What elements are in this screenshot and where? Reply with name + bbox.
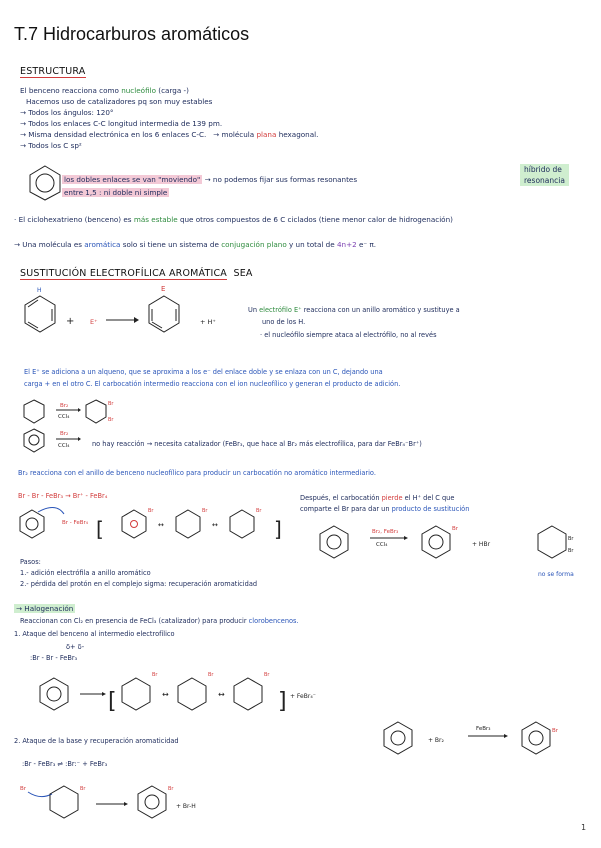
paso-2: 2.- pérdida del protón en el complejo sigma: recuperación aromaticidad [20, 580, 258, 588]
estructura-line-3: → Todos los ángulos: 120° [20, 108, 114, 117]
text: nucleófilo [121, 86, 156, 95]
text: · El ciclohexatrieno (benceno) es [14, 215, 134, 224]
text: Un [248, 306, 260, 314]
text: SUSTITUCIÓN ELECTROFÍLICA AROMÁTICA [20, 268, 228, 279]
after-text-2 [300, 505, 469, 514]
br-label: Br [152, 672, 158, 678]
hybrid-label-2: resonancia [520, 175, 569, 186]
text: hexagonal. [276, 130, 319, 139]
no-reaction-text: no hay reacción → necesita catalizador (FeBr₃, que hace al Br₂ más electrofílica, para dar FeBr₄⁻Br⁺) [92, 440, 422, 448]
halogenacion-step-2: 2. Ataque de la base y recuperación aromaticidad [14, 737, 179, 745]
hybrid-box [520, 164, 569, 186]
halogenacion-eq-1: :Br - Br - FeBr₃ [30, 654, 78, 662]
sea-paragraph-1: El E⁺ se adiciona a un alqueno, que se aproxima a los e⁻ del enlace doble y se enlaza con un C, dejando una [24, 368, 383, 376]
ccl4-label: CCl₄ [58, 443, 70, 449]
br-label: Br [80, 786, 86, 792]
resonance-box-line-1 [62, 175, 357, 184]
sigma-complex-mechanism [16, 502, 296, 554]
text: entre 1,5 : ni doble ni simple [64, 188, 168, 197]
text: aromática [84, 240, 121, 249]
sea-def-2: uno de los H. [262, 318, 306, 326]
sea-def-3: · el nucleófilo siempre ataca al electrófilo, no al revés [260, 331, 437, 339]
br-label: Br [208, 672, 214, 678]
text: el H⁺ del C que [402, 494, 455, 502]
deprotonation-step [18, 776, 218, 832]
estructura-line-8 [14, 240, 376, 249]
text: reacciona con un anillo aromático y sustituye a [301, 306, 460, 314]
hybrid-label-1: híbrido de [520, 164, 569, 175]
pasos-heading: Pasos: [20, 558, 41, 566]
ccl4-label: CCl₄ [58, 414, 70, 420]
br-label: Br [202, 508, 208, 514]
text: Reaccionan con Cl₂ en presencia de FeCl₃ (catalizador) para producir [20, 617, 249, 625]
plus-hbr: + Br-H [176, 803, 196, 810]
plus-febr4: + FeBr₄⁻ [290, 693, 316, 700]
halogenation-sigma-complex [24, 664, 344, 734]
text: → Misma densidad electrónica en los 6 enlaces C-C. [20, 130, 207, 139]
text: El benceno reacciona como [20, 86, 122, 95]
text: que otros compuestos de 6 C ciclados (tiene menor calor de hidrogenación) [177, 215, 453, 224]
br-label: Br [452, 526, 459, 532]
br-label: Br [568, 536, 574, 542]
sea-heading [20, 268, 253, 279]
plus-sign: + [66, 316, 75, 327]
text: → Una molécula es [14, 240, 85, 249]
bromination-overall [312, 516, 597, 580]
br2-label: Br₂ [60, 431, 69, 437]
estructura-heading: ESTRUCTURA [20, 66, 86, 77]
plus-h-label: + H⁺ [200, 318, 216, 326]
text: → no podemos fijar sus formas resonantes [204, 175, 358, 184]
text: → molécula [213, 130, 257, 139]
estructura-line-5 [20, 130, 318, 139]
estructura-line-7 [14, 215, 453, 224]
label-e: E [161, 285, 166, 293]
estructura-line-2: Hacemos uso de catalizadores pq son muy estables [26, 97, 213, 106]
text: SEA [233, 268, 253, 279]
text: 4n+2 [336, 240, 357, 249]
label-h: H [37, 287, 42, 294]
br-feb-label: Br - FeBr₄ [62, 520, 89, 526]
resonance-arrow: ↔ [162, 690, 169, 699]
bracket-open: [ [108, 689, 117, 714]
text: más estable [133, 215, 178, 224]
bracket-open: [ [96, 517, 104, 541]
halogenacion-line-1 [20, 617, 299, 626]
plus-hbr: + HBr [472, 541, 491, 548]
partial-charges: δ+ δ- [66, 643, 85, 651]
halogenation-overall [378, 708, 588, 772]
after-text-1 [300, 494, 454, 503]
text: pierde [381, 494, 403, 502]
catalyst-label: FeBr₃ [476, 726, 491, 732]
text: solo si tiene un sistema de [120, 240, 222, 249]
text: conjugación plano [221, 240, 287, 249]
br-label: Br [256, 508, 262, 514]
text: clorobencenos. [248, 617, 299, 625]
reagents-label: Br₂, FeBr₃ [372, 529, 399, 535]
estructura-line-4: → Todos los enlaces C-C longitud intermedia de 139 pm. [20, 119, 223, 128]
text: plana [256, 130, 277, 139]
estructura-line-6: → Todos los C sp² [20, 141, 82, 150]
text: Después, el carbocatión [300, 494, 382, 502]
estructura-line-1 [20, 86, 189, 95]
electrophile-label: E⁺ [90, 318, 98, 326]
br-label: Br [108, 401, 114, 407]
resonance-arrow: ↔ [218, 690, 225, 699]
text: y un total de [286, 240, 337, 249]
halogenacion-heading [14, 604, 75, 613]
page-number: 1 [581, 823, 587, 832]
mechanism-top: Br - Br - FeBr₃ → Br⁺ - FeBr₄ [18, 492, 108, 500]
br-label: Br [264, 672, 270, 678]
bracket-close: ] [274, 517, 282, 541]
page-title: T.7 Hidrocarburos aromáticos [14, 24, 250, 44]
br2-reacts-text: Br₂ reacciona con el anillo de benceno nucleofílico para producir un carbocatión no aromático intermediario. [18, 469, 376, 477]
text: e⁻ π. [356, 240, 377, 249]
text: producto de sustitución [391, 505, 470, 513]
paso-1: 1.- adición electrófila a anillo aromático [20, 569, 151, 577]
text: los dobles enlaces se van "moviendo" [64, 175, 201, 184]
reagent-br2: + Br₂ [428, 737, 444, 744]
br-label: Br [20, 786, 27, 792]
halogenacion-eq-2: :Br - FeBr₃ ⇌ :Br:⁻ + FeBr₃ [22, 760, 108, 768]
resonance-arrow: ↔ [158, 521, 164, 529]
benzene-ring-structure [26, 164, 64, 202]
text: (carga -) [156, 86, 189, 95]
sea-def-1 [248, 306, 460, 315]
br-label: Br [568, 548, 574, 554]
br-label: Br [552, 728, 559, 734]
text: → Halogenación [16, 604, 74, 613]
sea-paragraph-2: carga + en el otro C. El carbocatión intermedio reacciona con el ion nucleofílico y generan el producto de adición. [24, 380, 401, 388]
solvent-label: CCl₄ [376, 542, 388, 548]
br-label: Br [148, 508, 154, 514]
br-label: Br [108, 417, 114, 423]
halogenacion-step-1: 1. Ataque del benceno al intermedio electrofílico [14, 630, 175, 638]
not-formed-label: no se forma [538, 571, 574, 578]
sea-general-reaction [10, 282, 250, 352]
resonance-arrow: ↔ [212, 521, 218, 529]
bracket-close: ] [278, 689, 287, 714]
text: comparte el Br para dar un [300, 505, 392, 513]
resonance-box-line-2 [62, 188, 169, 197]
text: electrófilo E⁺ [259, 306, 302, 314]
br-label: Br [168, 786, 174, 792]
br2-label: Br₂ [60, 403, 69, 409]
